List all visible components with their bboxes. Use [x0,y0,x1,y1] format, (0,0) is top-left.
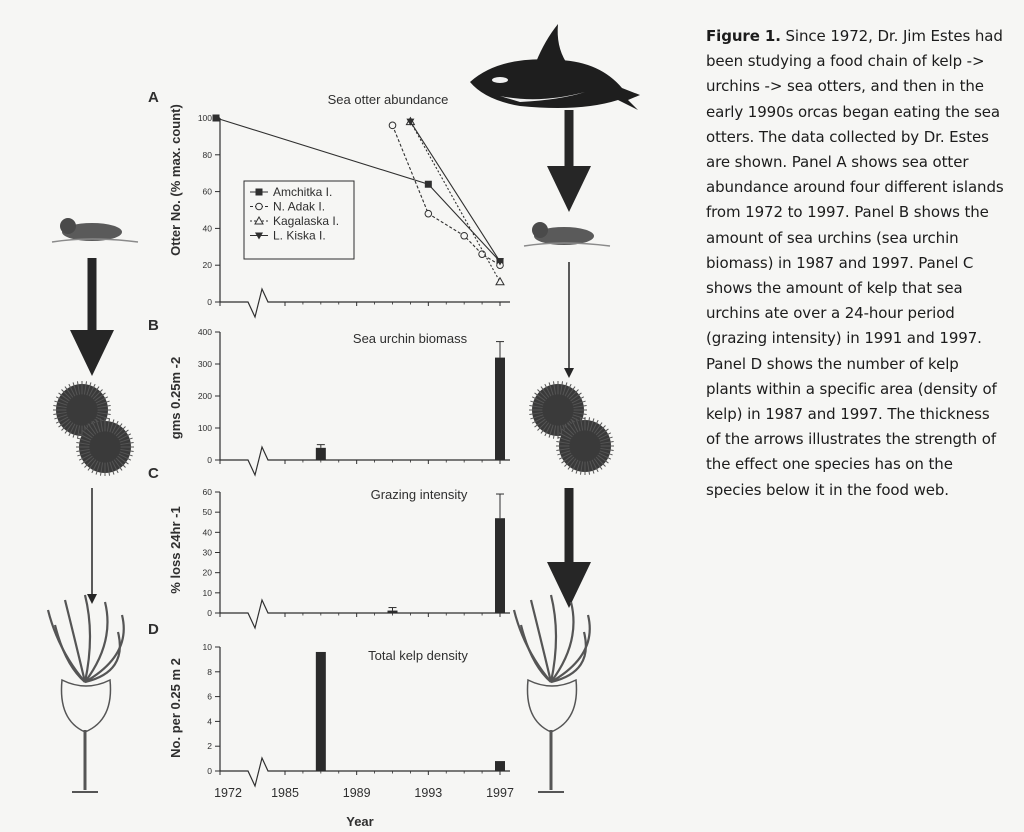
marker-circle [425,210,432,217]
marker-circle [461,232,468,239]
marker-triangle [496,278,504,285]
kelp-frond [85,595,90,682]
kelp-icon [48,595,124,792]
series [406,118,504,285]
orca-body [470,59,640,110]
kelp-frond [551,595,556,682]
figure-caption [706,24,1006,503]
arrow-shaft [565,110,574,168]
marker-square [256,189,263,196]
panel-B [148,317,510,475]
y-tick-label: 2 [207,741,212,752]
bar [316,448,326,460]
y-tick-label: 400 [197,327,212,337]
legend-label: L. Kiska I. [273,228,326,243]
arrow-down-icon [87,488,97,604]
arrow-head [547,562,591,608]
y-tick-label: 100 [197,423,212,433]
series-line [410,122,500,262]
y-tick-label: 0 [207,608,212,618]
marker-circle [479,251,486,258]
y-tick-label: 20 [202,567,212,578]
panel-letter: C [148,465,159,482]
y-tick-label: 0 [207,766,212,776]
x-tick-label: 1972 [214,786,242,800]
y-tick-label: 40 [202,223,212,234]
y-axis-label: gms 0.25m -2 [168,356,183,440]
orca-icon [470,24,640,110]
otter-head [532,222,548,238]
bar-group [316,652,326,771]
x-axis-label: Year [346,814,374,829]
chart-title: Total kelp density [368,648,468,663]
arrow-shaft [568,262,570,370]
y-tick-label: 60 [202,487,212,497]
arrow-shaft [91,488,93,596]
sea-urchin-icon [556,417,614,475]
y-tick-label: 0 [207,455,212,465]
kelp-frond [514,610,551,682]
bar-group [495,342,505,460]
marker-circle [256,203,263,210]
panel-letter: B [148,317,159,334]
sea-otter-icon [524,222,610,246]
x-tick-label: 1997 [486,786,514,800]
panel-letter: D [148,621,159,638]
y-tick-label: 10 [202,587,212,598]
panel-C [148,465,510,628]
kelp-bulb [527,680,576,732]
bar [495,518,505,613]
y-tick-label: 100 [197,113,212,123]
chart-title: Grazing intensity [370,487,468,502]
x-axis [220,447,510,475]
x-tick-label: 1989 [342,786,371,800]
arrow-down-icon [70,258,114,376]
orca-fin [536,24,566,62]
otter-head [60,218,76,234]
arrow-down-icon [547,488,591,608]
y-tick-label: 200 [197,391,212,401]
arrow-head [70,330,114,376]
bar [316,652,326,771]
y-tick-label: 40 [202,527,212,538]
marker-square [425,181,432,188]
y-tick-label: 20 [202,260,212,271]
y-tick-label: 50 [202,507,212,518]
x-axis [220,600,510,628]
chart-title: Sea urchin biomass [352,331,468,346]
legend-label: Amchitka I. [273,185,333,199]
bar-group [388,608,398,613]
legend [244,181,354,259]
panel-A [148,89,510,317]
y-tick-label: 80 [202,149,212,160]
sea-otter-icon [52,218,138,242]
kelp-icon [514,595,590,792]
x-tick-label: 1993 [414,786,443,800]
caption-label: Figure 1. [706,27,781,45]
arrow-head [87,594,97,604]
y-tick-label: 300 [197,359,212,369]
y-axis-label: No. per 0.25 m 2 [168,658,183,758]
arrow-head [564,368,574,378]
x-tick-label: 1985 [271,786,299,800]
y-axis-label: Otter No. (% max. count) [168,104,183,256]
chart-title: Sea otter abundance [327,92,449,107]
bar [495,761,505,771]
legend-label: N. Adak I. [273,199,326,214]
y-axis-label: % loss 24hr -1 [168,506,183,594]
marker-circle [389,122,396,129]
bar [388,611,398,613]
orca-eye-patch [492,77,508,83]
y-tick-label: 4 [207,716,212,727]
bar-group [495,761,505,771]
y-tick-label: 60 [202,186,212,197]
kelp-frond [521,625,551,682]
panel-D [148,621,514,829]
arrow-down-icon [564,262,574,378]
arrow-head [547,166,591,212]
x-axis [220,289,510,317]
arrow-shaft [565,488,574,564]
y-tick-label: 6 [207,691,212,702]
kelp-frond [55,625,85,682]
y-tick-label: 8 [207,666,212,677]
y-tick-label: 10 [202,642,212,652]
arrow-shaft [88,258,97,332]
marker-square [213,115,220,122]
kelp-frond [48,610,85,682]
bar [495,358,505,460]
arrow-down-icon [547,110,591,212]
x-axis [220,758,510,786]
bar-group [316,445,326,460]
legend-label: Kagalaska I. [273,214,340,228]
caption-text: Since 1972, Dr. Jim Estes had been studying a food chain of kelp -> urchins -> sea otters, and then in the early 1990s orcas began eating the sea otters. The data collected by Dr. Estes are shown. Panel A shows sea otter abundance around four different islands from 1972 to 1997. Panel B shows the amount of sea urchins (sea urchin biomass) in 1987 and 1997. Panel C shows the amount of kelp that sea urchins ate over a 24-hour period (grazing intensity) in 1991 and 1997. Panel D shows the number of kelp plants within a specific area (density of kelp) in 1987 and 1997. The thickness of the arrows illustrates the strength of the effect one species has on the species below it in the food web. [706,27,1004,499]
bar-group [495,494,505,613]
panel-letter: A [148,89,159,106]
marker-triangle [255,217,263,224]
y-tick-label: 0 [207,297,212,307]
kelp-bulb [61,680,110,732]
sea-urchin-icon [76,418,134,476]
y-tick-label: 30 [202,547,212,558]
